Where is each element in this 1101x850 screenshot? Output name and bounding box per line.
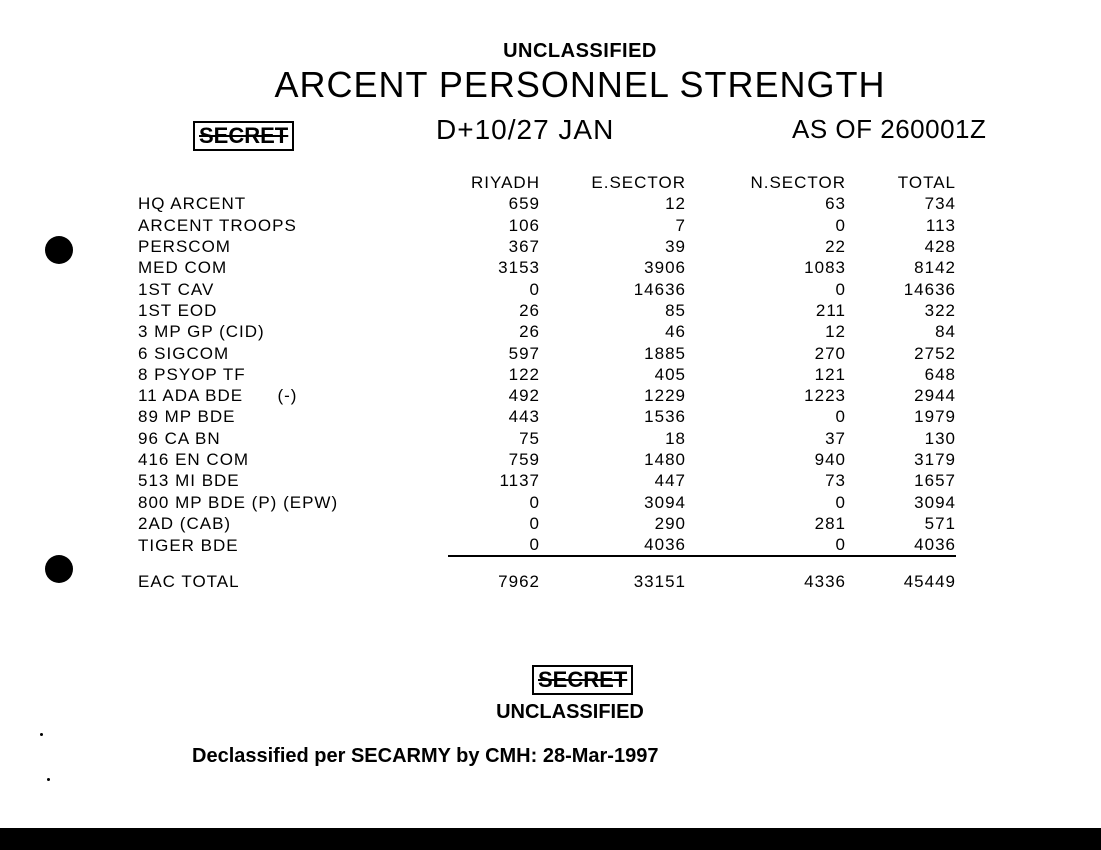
- cell-unit: MED COM: [138, 258, 228, 278]
- as-of-time: AS OF 260001Z: [792, 114, 987, 144]
- table-row: [138, 257, 956, 278]
- cell-n-sector: 22: [825, 237, 846, 257]
- table-header-row: [138, 172, 956, 193]
- table-row: [138, 215, 956, 236]
- cell-e-sector: 46: [665, 322, 686, 342]
- cell-e-sector: 1536: [644, 407, 686, 427]
- cell-total: 8142: [914, 258, 956, 278]
- total-row: [138, 571, 956, 592]
- cell-riyadh: 0: [448, 534, 544, 556]
- cell-riyadh: 7962: [498, 572, 540, 592]
- cell-riyadh: 367: [508, 237, 540, 257]
- cell-unit: ARCENT TROOPS: [138, 215, 297, 235]
- table-row: [138, 193, 956, 214]
- cell-n-sector: 211: [815, 300, 846, 320]
- cell-unit: 6 SIGCOM: [138, 343, 230, 363]
- declassification-note: Declassified per SECARMY by CMH: 28-Mar-1997: [192, 745, 659, 767]
- cell-riyadh: 0: [529, 513, 540, 533]
- cell-n-sector: 270: [814, 343, 846, 363]
- cell-riyadh: 26: [519, 322, 540, 342]
- cell-n-sector: 37: [825, 428, 846, 448]
- column-header-total: TOTAL: [897, 173, 956, 193]
- cell-e-sector: 33151: [633, 572, 686, 592]
- cell-n-sector: 1083: [804, 258, 846, 278]
- scan-edge-bar: [0, 828, 1101, 850]
- cell-total: 2944: [914, 386, 956, 406]
- column-header-e-sector: E.SECTOR: [591, 173, 686, 193]
- cell-unit: 513 MI BDE: [138, 471, 240, 491]
- cell-n-sector: 0: [835, 279, 846, 299]
- cell-e-sector: 39: [665, 237, 686, 257]
- table-row: [138, 491, 956, 512]
- column-header-n-sector: N.SECTOR: [750, 173, 846, 193]
- cell-unit: 11 ADA BDE (-): [138, 386, 298, 406]
- cell-total: 84: [935, 322, 956, 342]
- cell-unit: 416 EN COM: [138, 450, 250, 469]
- table-row: [138, 278, 956, 299]
- cell-total: 3094: [914, 492, 956, 512]
- classification-top: UNCLASSIFIED: [503, 40, 657, 62]
- spacer-cell: [138, 556, 956, 571]
- cell-total: 2752: [914, 343, 956, 363]
- cell-n-sector: 0: [686, 534, 846, 556]
- cell-total: 571: [924, 513, 956, 533]
- cell-total: 14636: [903, 279, 956, 299]
- cell-e-sector: 405: [654, 364, 686, 384]
- cell-riyadh: 759: [508, 450, 540, 469]
- cell-n-sector: 0: [835, 492, 846, 512]
- cell-n-sector: 12: [825, 322, 846, 342]
- table-row: [138, 300, 956, 321]
- dateline: D+10/27 JAN: [436, 114, 615, 145]
- cell-riyadh: 3153: [498, 258, 540, 278]
- cell-n-sector: 0: [835, 215, 846, 235]
- cell-total: 428: [924, 237, 956, 257]
- cell-riyadh: 26: [519, 300, 540, 320]
- cell-total: 4036: [846, 534, 956, 556]
- cell-unit: PERSCOM: [138, 237, 231, 257]
- table-row: [138, 406, 956, 427]
- cell-e-sector: 7: [675, 215, 686, 235]
- cell-e-sector: 85: [665, 300, 686, 320]
- table-row: [138, 513, 956, 534]
- column-header-riyadh: RIYADH: [471, 173, 540, 193]
- cell-n-sector: 73: [825, 471, 846, 491]
- table-row: [138, 449, 956, 470]
- strength-table: [138, 172, 956, 593]
- secret-stamp-text: SECRET: [199, 123, 289, 148]
- cell-riyadh: 122: [508, 364, 540, 384]
- secret-stamp-text: SECRET: [538, 667, 628, 692]
- table-row: [138, 385, 956, 406]
- cell-e-sector: 3906: [644, 258, 686, 278]
- cell-riyadh: 0: [529, 492, 540, 512]
- cell-e-sector: 4036: [544, 534, 686, 556]
- table-body: [138, 193, 956, 592]
- cell-total: 322: [924, 300, 956, 320]
- classification-bottom: UNCLASSIFIED: [496, 701, 644, 723]
- cell-unit: HQ ARCENT: [138, 194, 247, 214]
- cell-total: 1979: [914, 407, 956, 427]
- cell-unit: 8 PSYOP TF: [138, 364, 246, 384]
- cell-n-sector: 1223: [804, 386, 846, 406]
- speck-mark: [40, 733, 43, 736]
- cell-n-sector: 281: [814, 513, 846, 533]
- cell-e-sector: 18: [665, 428, 686, 448]
- cell-e-sector: 1229: [644, 386, 686, 406]
- cell-riyadh: 1137: [499, 471, 540, 491]
- cell-unit: 96 CA BN: [138, 428, 221, 448]
- cell-n-sector: 4336: [804, 572, 846, 592]
- cell-n-sector: 121: [814, 364, 846, 384]
- page-title: ARCENT PERSONNEL STRENGTH: [274, 64, 886, 105]
- cell-unit: 800 MP BDE (P) (EPW): [138, 492, 339, 512]
- cell-total: 113: [925, 215, 956, 235]
- spacer-row: [138, 556, 956, 571]
- table-row: [138, 534, 956, 556]
- cell-unit: 3 MP GP (CID): [138, 322, 265, 342]
- cell-unit: 89 MP BDE: [138, 407, 236, 427]
- cell-unit: 2AD (CAB): [138, 513, 232, 533]
- cell-total: 734: [924, 194, 956, 214]
- cell-e-sector: 14636: [633, 279, 686, 299]
- cell-total: 1657: [914, 471, 956, 491]
- secret-stamp-top: [193, 121, 294, 151]
- table-row: [138, 321, 956, 342]
- cell-riyadh: 659: [508, 194, 540, 214]
- table-row: [138, 236, 956, 257]
- cell-riyadh: 492: [508, 386, 540, 406]
- cell-riyadh: 106: [508, 215, 540, 235]
- cell-unit: 1ST EOD: [138, 300, 218, 320]
- cell-riyadh: 75: [519, 428, 540, 448]
- cell-riyadh: 0: [529, 279, 540, 299]
- cell-e-sector: 447: [654, 471, 686, 491]
- table-row: [138, 342, 956, 363]
- cell-n-sector: 63: [825, 194, 846, 214]
- punch-hole-icon: [45, 555, 73, 583]
- cell-e-sector: 1885: [644, 343, 686, 363]
- table-row: [138, 428, 956, 449]
- punch-hole-icon: [45, 236, 73, 264]
- secret-stamp-bottom: [532, 665, 633, 695]
- cell-total: 45449: [903, 572, 956, 592]
- speck-mark: [47, 778, 50, 781]
- cell-unit: EAC TOTAL: [138, 572, 240, 592]
- cell-n-sector: 0: [835, 407, 846, 427]
- cell-total: 3179: [914, 450, 956, 469]
- cell-e-sector: 1480: [644, 450, 686, 469]
- cell-riyadh: 443: [508, 407, 540, 427]
- cell-unit: 1ST CAV: [138, 279, 215, 299]
- cell-n-sector: 940: [814, 450, 846, 469]
- cell-e-sector: 290: [654, 513, 686, 533]
- cell-e-sector: 3094: [644, 492, 686, 512]
- cell-unit: TIGER BDE: [138, 535, 239, 555]
- cell-total: 648: [924, 364, 956, 384]
- cell-total: 130: [924, 428, 956, 448]
- column-header-unit: [138, 172, 448, 193]
- table-row: [138, 364, 956, 385]
- cell-riyadh: 597: [508, 343, 540, 363]
- table-row: [138, 470, 956, 491]
- cell-e-sector: 12: [665, 194, 686, 214]
